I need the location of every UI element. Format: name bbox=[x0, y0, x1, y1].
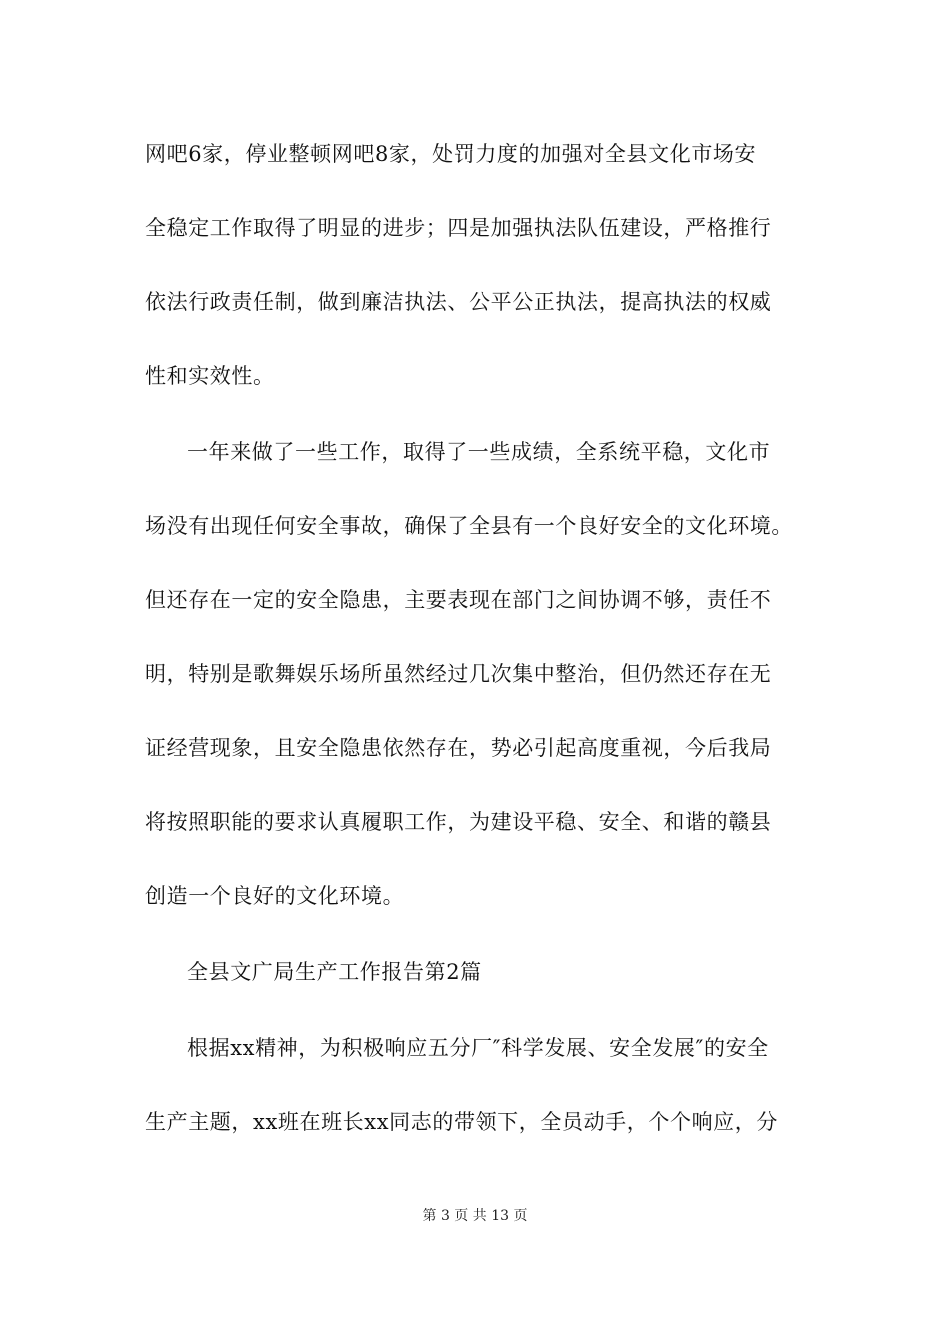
body-line-1: 网吧6家，停业整顿网吧8家，处罚力度的加强对全县文化市场安 bbox=[145, 142, 757, 166]
paragraph-3-line-1: 根据xx精神，为积极响应五分厂″科学发展、安全发展″的安全 bbox=[187, 1036, 769, 1060]
body-line-4: 性和实效性。 bbox=[145, 364, 275, 388]
paragraph-2-line-4: 明，特别是歌舞娱乐场所虽然经过几次集中整治，但仍然还存在无 bbox=[145, 662, 772, 686]
paragraph-2-line-7: 创造一个良好的文化环境。 bbox=[145, 884, 405, 908]
body-line-2: 全稳定工作取得了明显的进步；四是加强执法队伍建设，严格推行 bbox=[145, 216, 772, 240]
paragraph-3-line-2: 生产主题，xx班在班长xx同志的带领下，全员动手，个个响应，分 bbox=[145, 1110, 778, 1134]
paragraph-2-line-5: 证经营现象，且安全隐患依然存在，势必引起高度重视，今后我局 bbox=[145, 736, 772, 760]
paragraph-2-line-3: 但还存在一定的安全隐患，主要表现在部门之间协调不够，责任不 bbox=[145, 588, 772, 612]
paragraph-2-line-6: 将按照职能的要求认真履职工作，为建设平稳、安全、和谐的赣县 bbox=[145, 810, 772, 834]
section-heading: 全县文广局生产工作报告第2篇 bbox=[187, 960, 482, 984]
paragraph-2-line-1: 一年来做了一些工作，取得了一些成绩，全系统平稳，文化市 bbox=[187, 440, 771, 464]
body-line-3: 依法行政责任制，做到廉洁执法、公平公正执法，提高执法的权威 bbox=[145, 290, 772, 314]
paragraph-2-line-2: 场没有出现任何安全事故，确保了全县有一个良好安全的文化环境。 bbox=[145, 514, 793, 538]
page-number-footer: 第 3 页 共 13 页 bbox=[422, 1208, 528, 1224]
